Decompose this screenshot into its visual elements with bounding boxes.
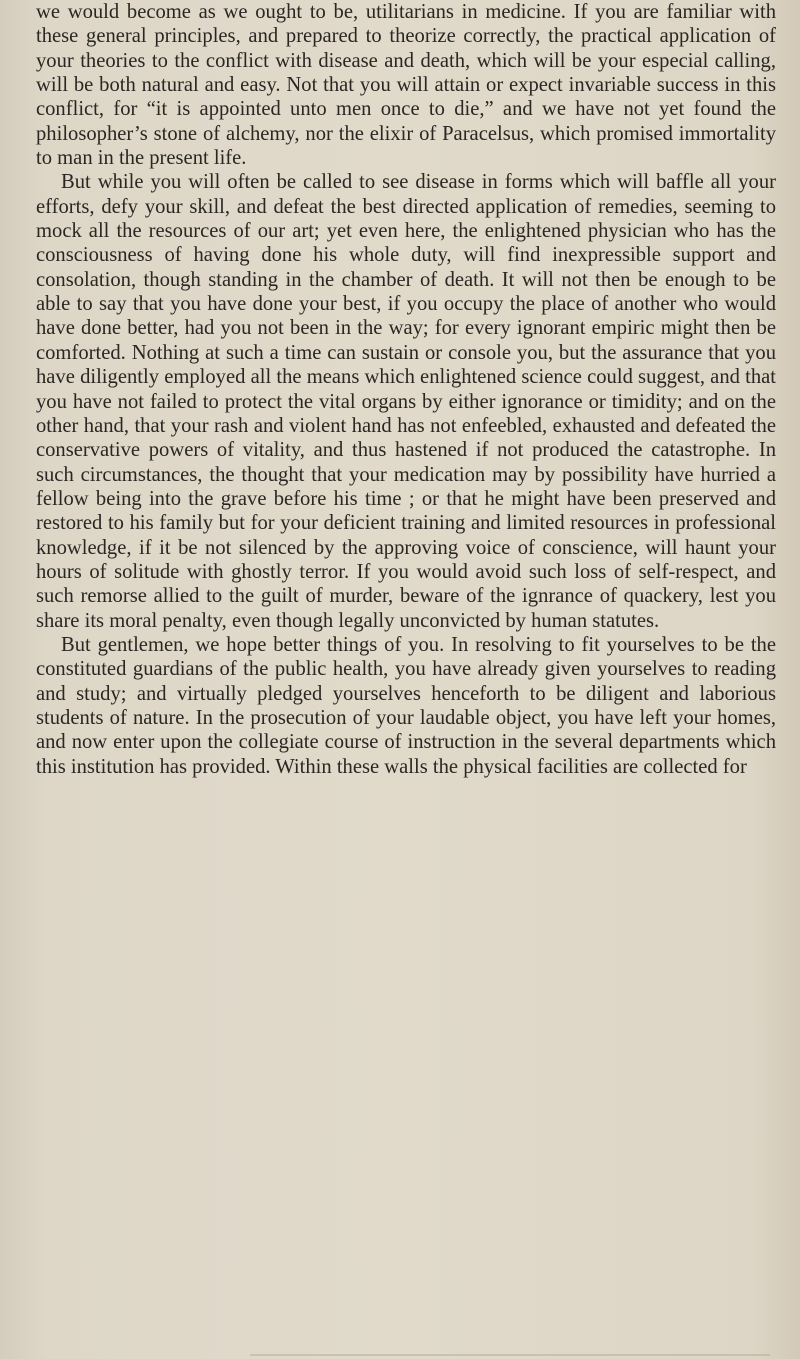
paragraph-gentlemen: But gentlemen, we hope better things of you. In resolving to fit yourselves to be the constituted guardians of the public health, you have already given yourselves to reading and study; and virtually pledged yourselves henceforth to be diligent and laborious students of nature. In the prosecution of your laudable object, you have left your homes, and now enter upon the collegiate course of instruction in the several departments which this institution has provided. Within these walls the physical facilities are collected for [36,633,776,778]
paragraph-utilitarians: we would become as we ought to be, utilitarians in medicine. If you are familiar with these general principles, and prepared to theorize correctly, the practical application of your theories to the conflict with disease and death, which will be your especial calling, will be both natural and easy. Not that you will attain or expect invariable success in this conflict, for “it is appointed unto men once to die,” and we have not yet found the philosopher’s stone of alchemy, nor the elixir of Paracelsus, which promised immortality to man in the present life. [36,1,776,170]
page-edge-shadow [250,1354,770,1356]
paragraph-chamber-of-death: But while you will often be called to see disease in forms which will baffle all your efforts, defy your skill, and defeat the best directed application of remedies, seeming to mock all the resources of our art; yet even here, the enlightened physician who has the consciousness of having done his whole duty, will find inexpressible support and consolation, though standing in the chamber of death. It will not then be enough to be able to say that you have done your best, if you occupy the place of another who would have done better, had you not been in the way; for every ignorant empiric might then be comforted. Nothing at such a time can sustain or console you, but the assurance that you have diligently employed all the means which enlightened science could suggest, and that you have not failed to protect the vital organs by either ignorance or timidity; and on the other hand, that your rash and violent hand has not enfeebled, exhausted and defeated the conservative powers of vitality, and thus hastened if not produced the catastrophe. In such circumstances, the thought that your medication may by possibility have hurried a fellow being into the grave before his time ; or that he might have been preserved and restored to his family but for your deficient training and limited resources in professional knowledge, if it be not silenced by the approving voice of conscience, will haunt your hours of solitude with ghostly terror. If you would avoid such loss of self-respect, and such remorse allied to the guilt of murder, beware of the ignrance of quackery, lest you share its moral penalty, even though legally unconvicted by human statutes. [36,171,776,632]
page-body-text [36,0,776,779]
